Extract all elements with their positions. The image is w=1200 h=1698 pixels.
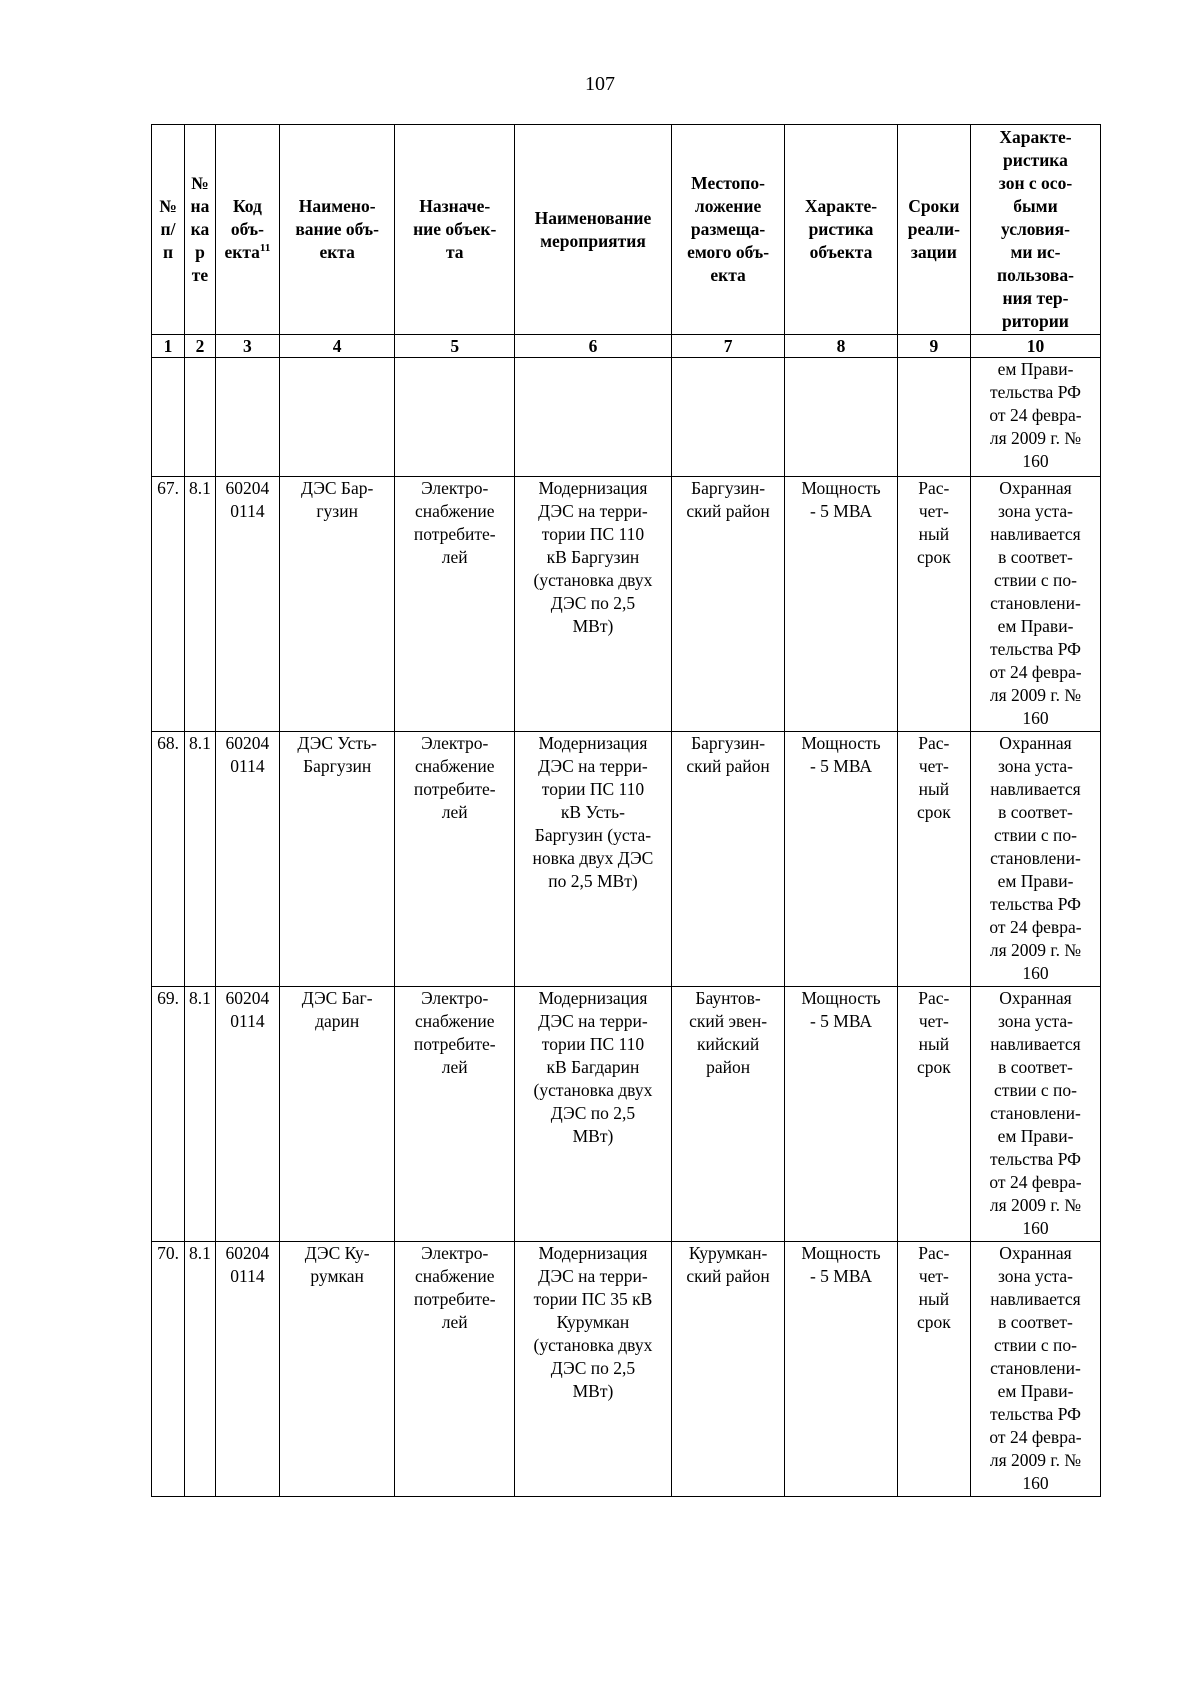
header-term: Сроки реали- зации <box>897 125 970 335</box>
row-characteristic: Мощность - 5 МВА <box>785 987 897 1242</box>
table-cell <box>785 358 897 477</box>
row-object-code: 60204 0114 <box>215 477 279 732</box>
table-cell <box>185 358 216 477</box>
row-zones: Охранная зона уста- навливается в соответ- ствии с по- становлени- ем Прави- тельства РФ от 24 февра- ля 2009 г. № 160 <box>970 1242 1100 1497</box>
table-cell <box>671 358 784 477</box>
row-term: Рас- чет- ный срок <box>897 732 970 987</box>
row-location: Курумкан- ский район <box>671 1242 784 1497</box>
header-characteristic: Характе- ристика объекта <box>785 125 897 335</box>
header-num: № п/ п <box>152 125 185 335</box>
header-object-code <box>215 125 279 335</box>
row-map-num: 8.1 <box>185 987 216 1242</box>
row-zones: Охранная зона уста- навливается в соответ- ствии с по- становлени- ем Прави- тельства РФ от 24 февра- ля 2009 г. № 160 <box>970 732 1100 987</box>
header-measure-name: Наименование мероприятия <box>515 125 672 335</box>
row-zones: Охранная зона уста- навливается в соответ- ствии с по- становлени- ем Прави- тельства РФ от 24 февра- ля 2009 г. № 160 <box>970 477 1100 732</box>
table-cell <box>395 358 515 477</box>
column-number: 7 <box>671 335 784 358</box>
column-number: 2 <box>185 335 216 358</box>
row-term: Рас- чет- ный срок <box>897 987 970 1242</box>
row-term: Рас- чет- ный срок <box>897 477 970 732</box>
row-characteristic: Мощность - 5 МВА <box>785 477 897 732</box>
column-number: 9 <box>897 335 970 358</box>
row-object-code: 60204 0114 <box>215 987 279 1242</box>
row-measure: Модернизация ДЭС на терри- тории ПС 110 кВ Багдарин (установка двух ДЭС по 2,5 МВт) <box>515 987 672 1242</box>
row-term: Рас- чет- ный срок <box>897 1242 970 1497</box>
row-num: 67. <box>152 477 185 732</box>
row-object-name: ДЭС Бар- гузин <box>279 477 395 732</box>
row-characteristic: Мощность - 5 МВА <box>785 1242 897 1497</box>
table-row <box>152 987 1101 1242</box>
row-object-purpose: Электро- снабжение потребите- лей <box>395 477 515 732</box>
objects-table <box>151 124 1101 1497</box>
table-cell <box>152 358 185 477</box>
table-cell <box>897 358 970 477</box>
row-location: Баргузин- ский район <box>671 477 784 732</box>
page-number: 107 <box>585 73 615 95</box>
column-number: 3 <box>215 335 279 358</box>
row-zones: Охранная зона уста- навливается в соответ- ствии с по- становлени- ем Прави- тельства РФ от 24 февра- ля 2009 г. № 160 <box>970 987 1100 1242</box>
footnote-marker: 11 <box>259 242 271 255</box>
header-row <box>152 125 1101 335</box>
row-object-name: ДЭС Ку- румкан <box>279 1242 395 1497</box>
table-cell <box>215 358 279 477</box>
row-location: Баргузин- ский район <box>671 732 784 987</box>
column-number: 6 <box>515 335 672 358</box>
continuation-zones-cell: ем Прави- тельства РФ от 24 февра- ля 2009 г. № 160 <box>970 358 1100 477</box>
column-number: 10 <box>970 335 1100 358</box>
header-map-num: № на кар те <box>185 125 216 335</box>
row-num: 68. <box>152 732 185 987</box>
table-cell <box>515 358 672 477</box>
row-object-name: ДЭС Баг- дарин <box>279 987 395 1242</box>
header-object-purpose: Назначе- ние объек- та <box>395 125 515 335</box>
column-number: 1 <box>152 335 185 358</box>
row-map-num: 8.1 <box>185 1242 216 1497</box>
row-object-purpose: Электро- снабжение потребите- лей <box>395 732 515 987</box>
row-object-purpose: Электро- снабжение потребите- лей <box>395 1242 515 1497</box>
row-object-code: 60204 0114 <box>215 1242 279 1497</box>
header-location: Местопо- ложение размеща- емого объ- екта <box>671 125 784 335</box>
row-num: 70. <box>152 1242 185 1497</box>
header-zones: Характе- ристика зон с осо- быми условия- ми ис- пользова- ния тер- ритории <box>970 125 1100 335</box>
row-map-num: 8.1 <box>185 477 216 732</box>
row-characteristic: Мощность - 5 МВА <box>785 732 897 987</box>
row-object-purpose: Электро- снабжение потребите- лей <box>395 987 515 1242</box>
column-number: 8 <box>785 335 897 358</box>
table-row <box>152 477 1101 732</box>
row-object-code: 60204 0114 <box>215 732 279 987</box>
row-object-name: ДЭС Усть- Баргузин <box>279 732 395 987</box>
row-measure: Модернизация ДЭС на терри- тории ПС 35 кВ Курумкан (установка двух ДЭС по 2,5 МВт) <box>515 1242 672 1497</box>
table-row <box>152 732 1101 987</box>
column-number-row <box>152 335 1101 358</box>
table-cell <box>279 358 395 477</box>
continuation-row <box>152 358 1101 477</box>
header-object-name: Наимено- вание объ- екта <box>279 125 395 335</box>
row-num: 69. <box>152 987 185 1242</box>
row-measure: Модернизация ДЭС на терри- тории ПС 110 кВ Баргузин (установка двух ДЭС по 2,5 МВт) <box>515 477 672 732</box>
row-map-num: 8.1 <box>185 732 216 987</box>
row-measure: Модернизация ДЭС на терри- тории ПС 110 кВ Усть- Баргузин (уста- новка двух ДЭС по 2,5 МВт) <box>515 732 672 987</box>
header-object-code-label: Код объ- екта <box>224 196 264 262</box>
column-number: 4 <box>279 335 395 358</box>
row-location: Баунтов- ский эвен- кийский район <box>671 987 784 1242</box>
column-number: 5 <box>395 335 515 358</box>
table-row <box>152 1242 1101 1497</box>
